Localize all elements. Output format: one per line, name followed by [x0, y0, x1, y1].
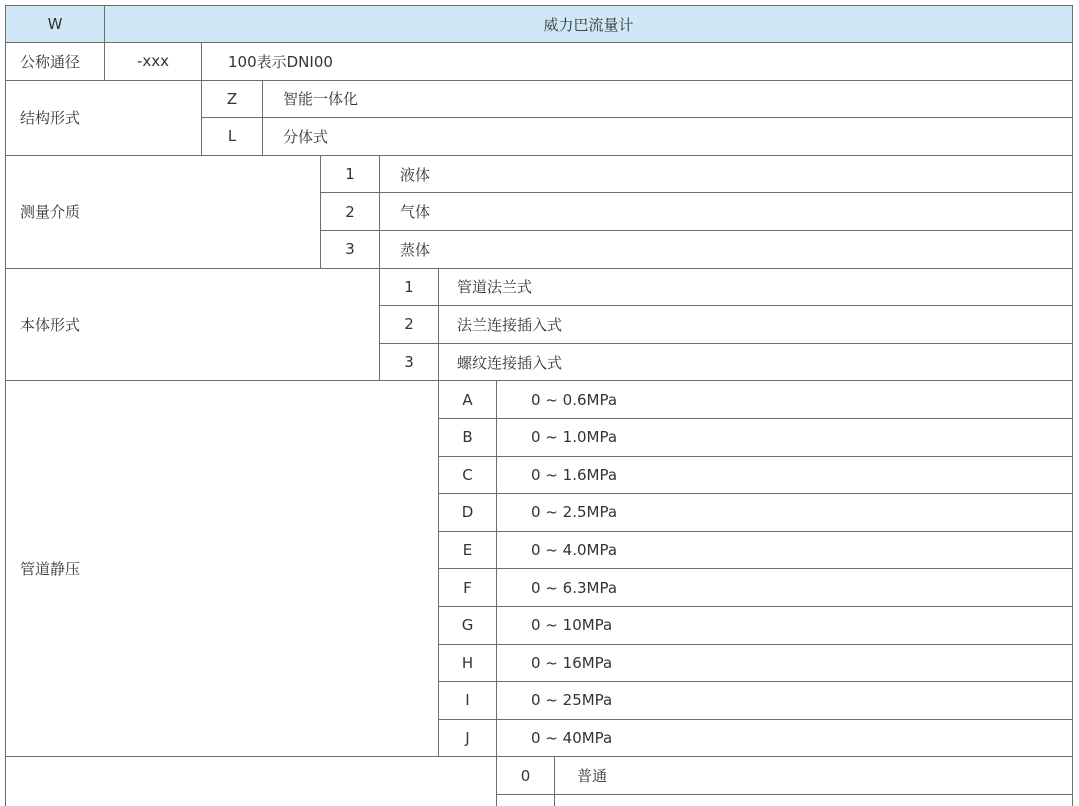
next-section-desc-empty [555, 794, 1073, 806]
static-pressure-code: E [439, 531, 497, 569]
static-pressure-code: J [439, 719, 497, 757]
next-section-label [6, 757, 497, 806]
medium-code: 3 [321, 230, 380, 268]
static-pressure-desc: 0 ~ 16MPa [497, 644, 1073, 682]
static-pressure-row [6, 381, 1073, 419]
static-pressure-desc: 0 ~ 2.5MPa [497, 494, 1073, 532]
medium-desc: 蒸体 [380, 230, 1073, 268]
header-code: W [6, 6, 105, 43]
static-pressure-code: H [439, 644, 497, 682]
static-pressure-desc: 0 ~ 40MPa [497, 719, 1073, 757]
static-pressure-code: G [439, 606, 497, 644]
static-pressure-code: A [439, 381, 497, 419]
static-pressure-code: I [439, 682, 497, 720]
structure-row [6, 80, 1073, 118]
static-pressure-desc: 0 ~ 0.6MPa [497, 381, 1073, 419]
next-section-code: 0 [497, 757, 555, 795]
body-form-code: 3 [380, 343, 439, 381]
nominal-diameter-row [6, 43, 1073, 81]
next-section-row [6, 757, 1073, 795]
static-pressure-desc: 0 ~ 25MPa [497, 682, 1073, 720]
structure-desc: 智能一体化 [263, 80, 1073, 118]
nominal-diameter-label: 公称通径 [6, 43, 105, 81]
static-pressure-code: C [439, 456, 497, 494]
static-pressure-desc: 0 ~ 1.6MPa [497, 456, 1073, 494]
body-form-label: 本体形式 [6, 268, 380, 381]
next-section-code-empty [497, 794, 555, 806]
structure-code: L [202, 118, 263, 156]
body-form-code: 2 [380, 306, 439, 344]
nominal-diameter-desc: 100表示DNI00 [202, 43, 1073, 81]
medium-desc: 液体 [380, 155, 1073, 193]
static-pressure-desc: 0 ~ 6.3MPa [497, 569, 1073, 607]
structure-code: Z [202, 80, 263, 118]
static-pressure-desc: 0 ~ 1.0MPa [497, 418, 1073, 456]
static-pressure-desc: 0 ~ 10MPa [497, 606, 1073, 644]
header-row [6, 6, 1073, 43]
static-pressure-desc: 0 ~ 4.0MPa [497, 531, 1073, 569]
static-pressure-code: B [439, 418, 497, 456]
body-form-desc: 法兰连接插入式 [439, 306, 1073, 344]
structure-label: 结构形式 [6, 80, 202, 155]
body-form-desc: 管道法兰式 [439, 268, 1073, 306]
medium-row [6, 155, 1073, 193]
structure-desc: 分体式 [263, 118, 1073, 156]
static-pressure-code: F [439, 569, 497, 607]
static-pressure-label: 管道静压 [6, 381, 439, 757]
medium-label: 测量介质 [6, 155, 321, 268]
medium-desc: 气体 [380, 193, 1073, 231]
body-form-row [6, 268, 1073, 306]
body-form-desc: 螺纹连接插入式 [439, 343, 1073, 381]
medium-code: 1 [321, 155, 380, 193]
medium-code: 2 [321, 193, 380, 231]
body-form-code: 1 [380, 268, 439, 306]
model-selection-table [5, 5, 1073, 806]
nominal-diameter-code: -xxx [105, 43, 202, 81]
next-section-desc: 普通 [555, 757, 1073, 795]
static-pressure-code: D [439, 494, 497, 532]
header-title: 威力巴流量计 [105, 6, 1073, 43]
